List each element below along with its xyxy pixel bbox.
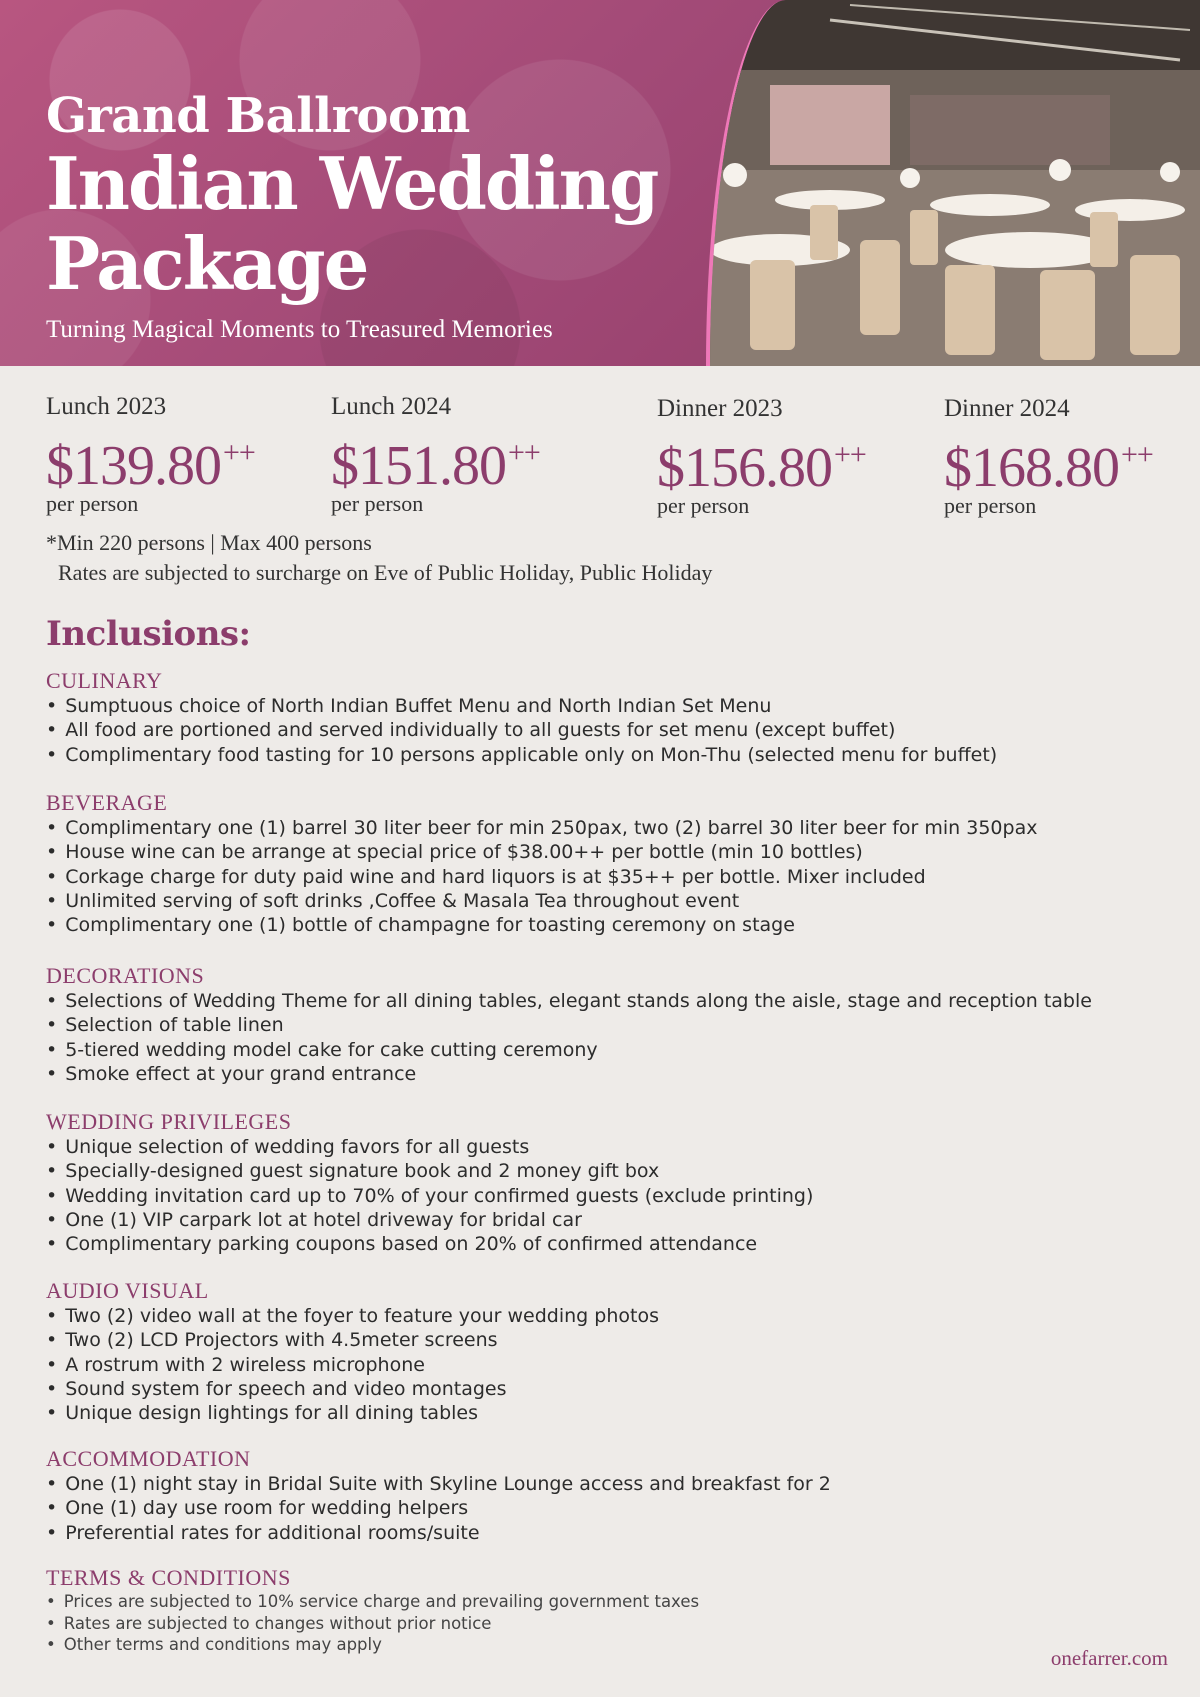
list-item: • Complimentary food tasting for 10 persons applicable only on Mon-Thu (selected menu for buffet) — [46, 743, 1156, 767]
list-item: • One (1) day use room for wedding helpers — [46, 1496, 1156, 1520]
item-list — [46, 1304, 1156, 1425]
price-lunch-2023 — [46, 392, 255, 515]
list-item: • Wedding invitation card up to 70% of your confirmed guests (exclude printing) — [46, 1184, 1156, 1208]
list-item: • Two (2) LCD Projectors with 4.5meter screens — [46, 1328, 1156, 1352]
list-item: • Sumptuous choice of North Indian Buffet Menu and North Indian Set Menu — [46, 694, 1156, 718]
price-unit: per person — [331, 491, 424, 516]
surcharge-note: Rates are subjected to surcharge on Eve of Public Holiday, Public Holiday — [58, 560, 713, 585]
item-list — [46, 694, 1156, 767]
list-item: • Smoke effect at your grand entrance — [46, 1062, 1156, 1086]
list-item: • Unique selection of wedding favors for all guests — [46, 1135, 1156, 1159]
price-amount: $139.80++ — [46, 435, 255, 497]
inclusions-heading: Inclusions: — [46, 614, 251, 654]
price-unit: per person — [46, 491, 139, 516]
list-item: • Specially-designed guest signature book and 2 money gift box — [46, 1159, 1156, 1183]
list-item: • Prices are subjected to 10% service charge and prevailing government taxes — [46, 1591, 1156, 1613]
item-list — [46, 816, 1156, 937]
price-amount: $156.80++ — [657, 437, 866, 499]
section-terms — [46, 1565, 1156, 1656]
ballroom-illustration — [710, 0, 1200, 366]
section-title: AUDIO VISUAL — [46, 1278, 209, 1303]
list-item: • Corkage charge for duty paid wine and hard liquors is at $35++ per bottle. Mixer included — [46, 865, 1156, 889]
section-title: TERMS & CONDITIONS — [46, 1565, 291, 1590]
list-item: • Complimentary one (1) barrel 30 liter beer for min 250pax, two (2) barrel 30 liter beer for min 350pax — [46, 816, 1156, 840]
list-item: • Unlimited serving of soft drinks ,Coffee & Masala Tea throughout event — [46, 889, 1156, 913]
price-dinner-2024 — [944, 394, 1153, 517]
package-title-line1: Indian Wedding — [46, 141, 658, 226]
section-accommodation — [46, 1446, 1156, 1545]
venue-name: Grand Ballroom — [46, 88, 470, 144]
capacity-notes — [46, 528, 712, 588]
price-unit: per person — [657, 493, 750, 518]
item-list — [46, 1135, 1156, 1256]
list-item: • One (1) night stay in Bridal Suite with Skyline Lounge access and breakfast for 2 — [46, 1472, 1156, 1496]
list-item: • Preferential rates for additional rooms/suite — [46, 1521, 1156, 1545]
package-title-line2: Package — [46, 221, 368, 306]
section-beverage — [46, 790, 1156, 937]
capacity-note: *Min 220 persons | Max 400 persons — [46, 530, 372, 555]
list-item: • House wine can be arrange at special price of $38.00++ per bottle (min 10 bottles) — [46, 840, 1156, 864]
list-item: • Other terms and conditions may apply — [46, 1634, 1156, 1656]
list-item: • A rostrum with 2 wireless microphone — [46, 1353, 1156, 1377]
list-item: • Selection of table linen — [46, 1013, 1156, 1037]
section-title: ACCOMMODATION — [46, 1446, 251, 1471]
price-lunch-2024 — [331, 392, 540, 515]
price-unit: per person — [944, 493, 1037, 518]
item-list — [46, 989, 1156, 1086]
section-title: BEVERAGE — [46, 790, 168, 815]
section-culinary — [46, 668, 1156, 767]
price-dinner-2023 — [657, 394, 866, 517]
list-item: • All food are portioned and served individually to all guests for set menu (except buffet) — [46, 718, 1156, 742]
item-list — [46, 1591, 1156, 1656]
section-title: CULINARY — [46, 668, 163, 693]
section-title: WEDDING PRIVILEGES — [46, 1109, 292, 1134]
list-item: • One (1) VIP carpark lot at hotel driveway for bridal car — [46, 1208, 1156, 1232]
price-label: Dinner 2024 — [944, 395, 1070, 422]
price-amount: $151.80++ — [331, 435, 540, 497]
tagline: Turning Magical Moments to Treasured Memories — [46, 316, 553, 343]
price-label: Dinner 2023 — [657, 395, 783, 422]
price-label: Lunch 2023 — [46, 393, 167, 420]
website-link[interactable]: onefarrer.com — [1050, 1646, 1168, 1670]
list-item: • Rates are subjected to changes without prior notice — [46, 1613, 1156, 1635]
section-decorations — [46, 963, 1156, 1086]
hero-text — [46, 88, 657, 344]
price-amount: $168.80++ — [944, 437, 1153, 499]
ballroom-photo — [706, 0, 1200, 366]
list-item: • Selections of Wedding Theme for all dining tables, elegant stands along the aisle, stage and reception table — [46, 989, 1156, 1013]
section-wedding-privileges — [46, 1109, 1156, 1256]
list-item: • Two (2) video wall at the foyer to feature your wedding photos — [46, 1304, 1156, 1328]
section-title: DECORATIONS — [46, 963, 205, 988]
price-label: Lunch 2024 — [331, 393, 452, 420]
list-item: • Complimentary one (1) bottle of champagne for toasting ceremony on stage — [46, 913, 1156, 937]
list-item: • 5-tiered wedding model cake for cake cutting ceremony — [46, 1038, 1156, 1062]
list-item: • Unique design lightings for all dining tables — [46, 1401, 1156, 1425]
section-audio-visual — [46, 1278, 1156, 1425]
list-item: • Complimentary parking coupons based on 20% of confirmed attendance — [46, 1232, 1156, 1256]
list-item: • Sound system for speech and video montages — [46, 1377, 1156, 1401]
item-list — [46, 1472, 1156, 1545]
hero-banner — [0, 0, 1200, 366]
